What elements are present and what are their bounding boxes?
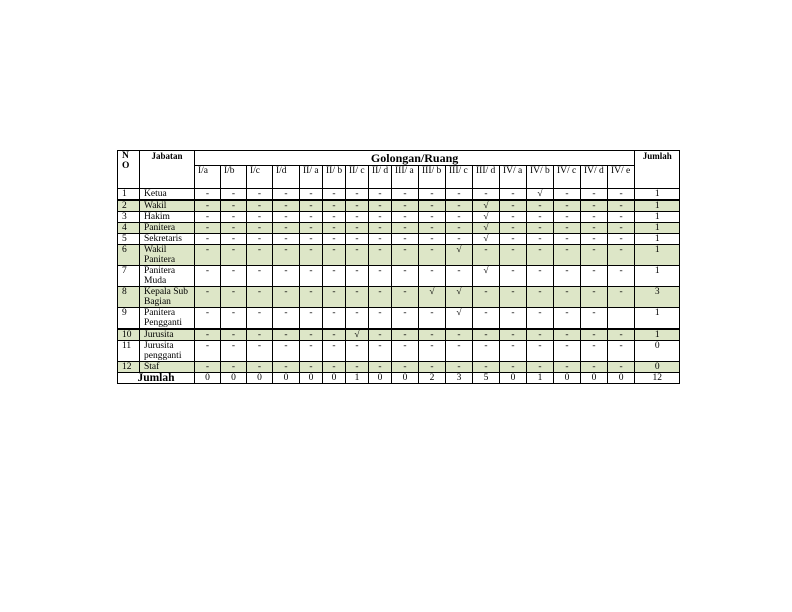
row-cell: - [273,245,300,266]
row-no: 5 [118,234,140,245]
row-cell: - [419,266,446,287]
row-cell: - [527,362,554,373]
row-cell: - [500,362,527,373]
row-cell: - [195,341,221,362]
row-cell: - [608,189,635,201]
row-cell: - [346,212,369,223]
row-no: 4 [118,223,140,234]
row-cell: - [446,200,473,212]
row-cell: - [392,287,419,308]
row-cell: - [221,308,247,330]
subheader-col: III/ d [473,166,500,189]
row-cell: - [500,266,527,287]
subheader-col: IV/ e [608,166,635,189]
subheader-col: II/ a [300,166,323,189]
row-cell: - [346,287,369,308]
row-cell: - [581,189,608,201]
row-cell: - [527,308,554,330]
row-cell: - [221,287,247,308]
row-cell: - [323,189,346,201]
row-cell: - [581,308,608,330]
row-no: 6 [118,245,140,266]
row-cell: - [195,287,221,308]
row-cell: - [369,308,392,330]
row-jumlah: 1 [635,245,680,266]
footer-cell: 1 [346,373,369,384]
row-cell: - [392,266,419,287]
row-cell: - [323,362,346,373]
row-cell: - [581,287,608,308]
row-cell: - [554,234,581,245]
table-row [118,234,680,245]
check-mark: √ [346,329,369,341]
subheader-col: I/a [195,166,221,189]
row-cell: - [300,308,323,330]
row-cell: - [608,212,635,223]
row-cell: - [392,234,419,245]
row-jumlah: 1 [635,234,680,245]
row-cell: - [581,234,608,245]
row-cell: - [608,234,635,245]
row-cell: - [446,189,473,201]
row-cell: - [500,287,527,308]
row-cell: - [446,362,473,373]
header-jumlah: Jumlah [635,151,680,189]
check-mark: √ [473,200,500,212]
row-cell: - [392,245,419,266]
row-cell: - [247,287,273,308]
row-cell: - [473,287,500,308]
row-cell: - [221,200,247,212]
row-cell: - [419,189,446,201]
row-cell: - [300,189,323,201]
row-cell: - [273,308,300,330]
row-cell: - [554,200,581,212]
row-cell: - [554,308,581,330]
row-cell: - [247,329,273,341]
row-cell: - [221,189,247,201]
table-row [118,308,680,330]
table-row [118,200,680,212]
row-no: 1 [118,189,140,201]
row-cell: - [369,329,392,341]
row-cell: - [247,341,273,362]
row-cell: - [608,200,635,212]
header-no: N O [118,151,140,189]
row-no: 10 [118,329,140,341]
row-cell: - [369,200,392,212]
row-cell: - [369,362,392,373]
row-cell: - [369,234,392,245]
row-cell: - [500,341,527,362]
row-cell: - [608,245,635,266]
row-cell: - [473,245,500,266]
row-cell: - [554,266,581,287]
row-jabatan: Jurusita [140,329,195,341]
row-no: 8 [118,287,140,308]
row-jabatan: Staf [140,362,195,373]
row-cell: - [221,329,247,341]
subheader-col: II/ b [323,166,346,189]
row-cell: - [273,362,300,373]
footer-cell: 3 [446,373,473,384]
table-row [118,362,680,373]
row-cell: - [247,245,273,266]
row-cell: - [581,329,608,341]
row-cell: - [273,287,300,308]
check-mark: √ [419,287,446,308]
footer-row [118,373,680,384]
row-cell: - [500,308,527,330]
row-jabatan: Wakil [140,200,195,212]
footer-total: 12 [635,373,680,384]
row-cell: - [500,223,527,234]
row-jabatan: Hakim [140,212,195,223]
row-no: 2 [118,200,140,212]
row-jumlah: 1 [635,223,680,234]
row-cell: - [608,223,635,234]
row-cell: - [369,212,392,223]
subheader-col: IV/ d [581,166,608,189]
row-cell: - [247,266,273,287]
subheader-col: I/b [221,166,247,189]
row-cell: - [581,223,608,234]
row-cell: - [323,245,346,266]
row-cell: - [500,189,527,201]
row-cell: - [273,223,300,234]
table-body [118,189,680,373]
row-cell: - [554,362,581,373]
row-jabatan: Ketua [140,189,195,201]
row-cell: - [419,223,446,234]
row-cell: - [473,189,500,201]
subheader-row [118,166,680,189]
row-cell: - [554,223,581,234]
row-cell: - [419,245,446,266]
row-cell: - [527,200,554,212]
row-cell: - [392,329,419,341]
row-cell: - [346,341,369,362]
row-jumlah: 1 [635,200,680,212]
row-cell: - [221,212,247,223]
row-cell: - [500,245,527,266]
subheader-col: I/c [247,166,273,189]
row-cell: - [446,341,473,362]
row-cell: - [392,341,419,362]
footer-label: Jumlah [118,373,195,384]
row-cell: - [323,329,346,341]
header-golongan: Golongan/Ruang [195,151,635,166]
row-no: 3 [118,212,140,223]
check-mark: √ [527,189,554,201]
row-cell: - [247,189,273,201]
row-cell: - [273,341,300,362]
row-cell [608,308,635,330]
row-cell: - [195,245,221,266]
row-jumlah: 1 [635,308,680,330]
row-cell: - [300,223,323,234]
footer-cell: 0 [273,373,300,384]
row-cell: - [473,341,500,362]
row-cell: - [300,234,323,245]
row-cell: - [581,212,608,223]
row-no: 12 [118,362,140,373]
row-cell: - [195,234,221,245]
row-jabatan: Panitera [140,223,195,234]
row-cell: - [369,223,392,234]
row-no: 11 [118,341,140,362]
row-cell: - [195,266,221,287]
row-cell: - [419,212,446,223]
footer-cell: 0 [221,373,247,384]
row-cell: - [323,287,346,308]
row-cell: - [554,329,581,341]
row-cell: - [323,341,346,362]
row-cell: - [300,329,323,341]
row-cell: - [195,189,221,201]
subheader-col: IV/ b [527,166,554,189]
row-cell: - [346,200,369,212]
row-cell: - [300,287,323,308]
row-cell: - [221,341,247,362]
row-cell: - [527,341,554,362]
row-cell: - [369,189,392,201]
row-cell: - [554,189,581,201]
footer-cell: 5 [473,373,500,384]
row-cell: - [273,189,300,201]
subheader-col: III/ a [392,166,419,189]
check-mark: √ [473,223,500,234]
golongan-table [117,150,680,384]
row-cell: - [392,223,419,234]
subheader-col: I/d [273,166,300,189]
row-cell: - [323,234,346,245]
row-cell: - [392,212,419,223]
row-cell: - [527,329,554,341]
row-cell: - [419,341,446,362]
row-cell: - [323,308,346,330]
row-cell: - [608,341,635,362]
check-mark: √ [473,212,500,223]
footer-cell: 0 [392,373,419,384]
row-cell: - [195,212,221,223]
row-cell: - [346,234,369,245]
row-cell: - [195,329,221,341]
row-cell: - [581,362,608,373]
row-cell: - [247,308,273,330]
row-cell: - [346,245,369,266]
table-row [118,266,680,287]
row-cell: - [554,245,581,266]
row-cell: - [527,245,554,266]
row-cell: - [221,245,247,266]
row-cell: - [500,212,527,223]
row-cell: - [221,362,247,373]
row-jabatan: Jurusita pengganti [140,341,195,362]
footer-cell: 0 [195,373,221,384]
subheader-col: II/ c [346,166,369,189]
subheader-col: III/ c [446,166,473,189]
row-cell: - [323,223,346,234]
row-jumlah: 1 [635,189,680,201]
row-cell: - [581,245,608,266]
row-cell: - [195,308,221,330]
row-cell: - [527,287,554,308]
check-mark: √ [473,234,500,245]
row-cell: - [300,245,323,266]
row-cell: - [273,200,300,212]
footer-cell: 1 [527,373,554,384]
row-cell: - [195,200,221,212]
row-cell: - [195,362,221,373]
table-row [118,341,680,362]
row-cell: - [247,212,273,223]
row-cell: - [446,212,473,223]
table-row [118,245,680,266]
footer-cell: 0 [300,373,323,384]
row-cell: - [323,212,346,223]
row-cell: - [273,212,300,223]
row-cell: - [419,362,446,373]
row-cell: - [346,362,369,373]
row-cell: - [527,212,554,223]
check-mark: √ [446,245,473,266]
row-jumlah: 0 [635,362,680,373]
footer-cell: 0 [323,373,346,384]
table-row [118,189,680,201]
row-cell: - [446,223,473,234]
row-cell: - [446,234,473,245]
row-cell: - [392,200,419,212]
table-row [118,212,680,223]
row-cell: - [392,189,419,201]
footer-cell: 0 [554,373,581,384]
row-cell: - [473,308,500,330]
row-cell: - [446,329,473,341]
row-jumlah: 0 [635,341,680,362]
subheader-col: IV/ c [554,166,581,189]
check-mark: √ [473,266,500,287]
row-jumlah: 1 [635,212,680,223]
row-cell: - [346,308,369,330]
row-cell: - [392,308,419,330]
subheader-col: III/ b [419,166,446,189]
row-cell: - [500,329,527,341]
row-cell: - [392,362,419,373]
header-jabatan: Jabatan [140,151,195,189]
row-cell: - [419,200,446,212]
row-cell: - [221,266,247,287]
row-cell: - [323,200,346,212]
row-cell: - [369,266,392,287]
row-cell: - [419,234,446,245]
row-cell: - [300,200,323,212]
row-jumlah: 1 [635,266,680,287]
row-cell: - [554,341,581,362]
row-cell: - [608,287,635,308]
row-cell: - [608,362,635,373]
row-no: 7 [118,266,140,287]
row-jabatan: Wakil Panitera [140,245,195,266]
row-cell: - [473,329,500,341]
row-cell: - [500,234,527,245]
row-cell: - [369,287,392,308]
row-cell: - [581,200,608,212]
footer-cell: 0 [369,373,392,384]
table-row [118,329,680,341]
row-cell: - [554,212,581,223]
row-cell: - [446,266,473,287]
row-cell: - [527,223,554,234]
row-cell: - [554,287,581,308]
footer-cell: 0 [500,373,527,384]
subheader-col: II/ d [369,166,392,189]
row-cell: - [369,341,392,362]
row-cell: - [247,362,273,373]
footer-cell: 0 [581,373,608,384]
row-cell: - [300,266,323,287]
row-cell: - [608,266,635,287]
row-cell: - [608,329,635,341]
footer-cell: 2 [419,373,446,384]
row-cell: - [346,223,369,234]
row-cell: - [195,223,221,234]
row-cell: - [221,223,247,234]
row-cell: - [300,362,323,373]
row-cell: - [527,234,554,245]
row-jabatan: Panitera Pengganti [140,308,195,330]
row-cell: - [300,212,323,223]
row-cell: - [247,234,273,245]
row-cell: - [273,234,300,245]
row-jabatan: Kepala Sub Bagian [140,287,195,308]
row-cell: - [323,266,346,287]
footer-cell: 0 [247,373,273,384]
check-mark: √ [446,287,473,308]
row-cell: - [273,266,300,287]
row-cell: - [527,266,554,287]
row-cell: - [419,308,446,330]
table-row [118,287,680,308]
table-row [118,223,680,234]
check-mark: √ [446,308,473,330]
row-cell: - [247,223,273,234]
row-jumlah: 3 [635,287,680,308]
row-cell: - [581,266,608,287]
row-jabatan: Sekretaris [140,234,195,245]
row-cell: - [500,200,527,212]
row-cell: - [473,362,500,373]
row-jumlah: 1 [635,329,680,341]
row-cell: - [346,189,369,201]
row-cell: - [346,266,369,287]
row-jabatan: Panitera Muda [140,266,195,287]
row-cell: - [369,245,392,266]
row-cell: - [581,341,608,362]
row-no: 9 [118,308,140,330]
row-cell: - [221,234,247,245]
row-cell: - [419,329,446,341]
row-cell: - [247,200,273,212]
row-cell: - [300,341,323,362]
footer-cell: 0 [608,373,635,384]
subheader-col: IV/ a [500,166,527,189]
row-cell: - [273,329,300,341]
